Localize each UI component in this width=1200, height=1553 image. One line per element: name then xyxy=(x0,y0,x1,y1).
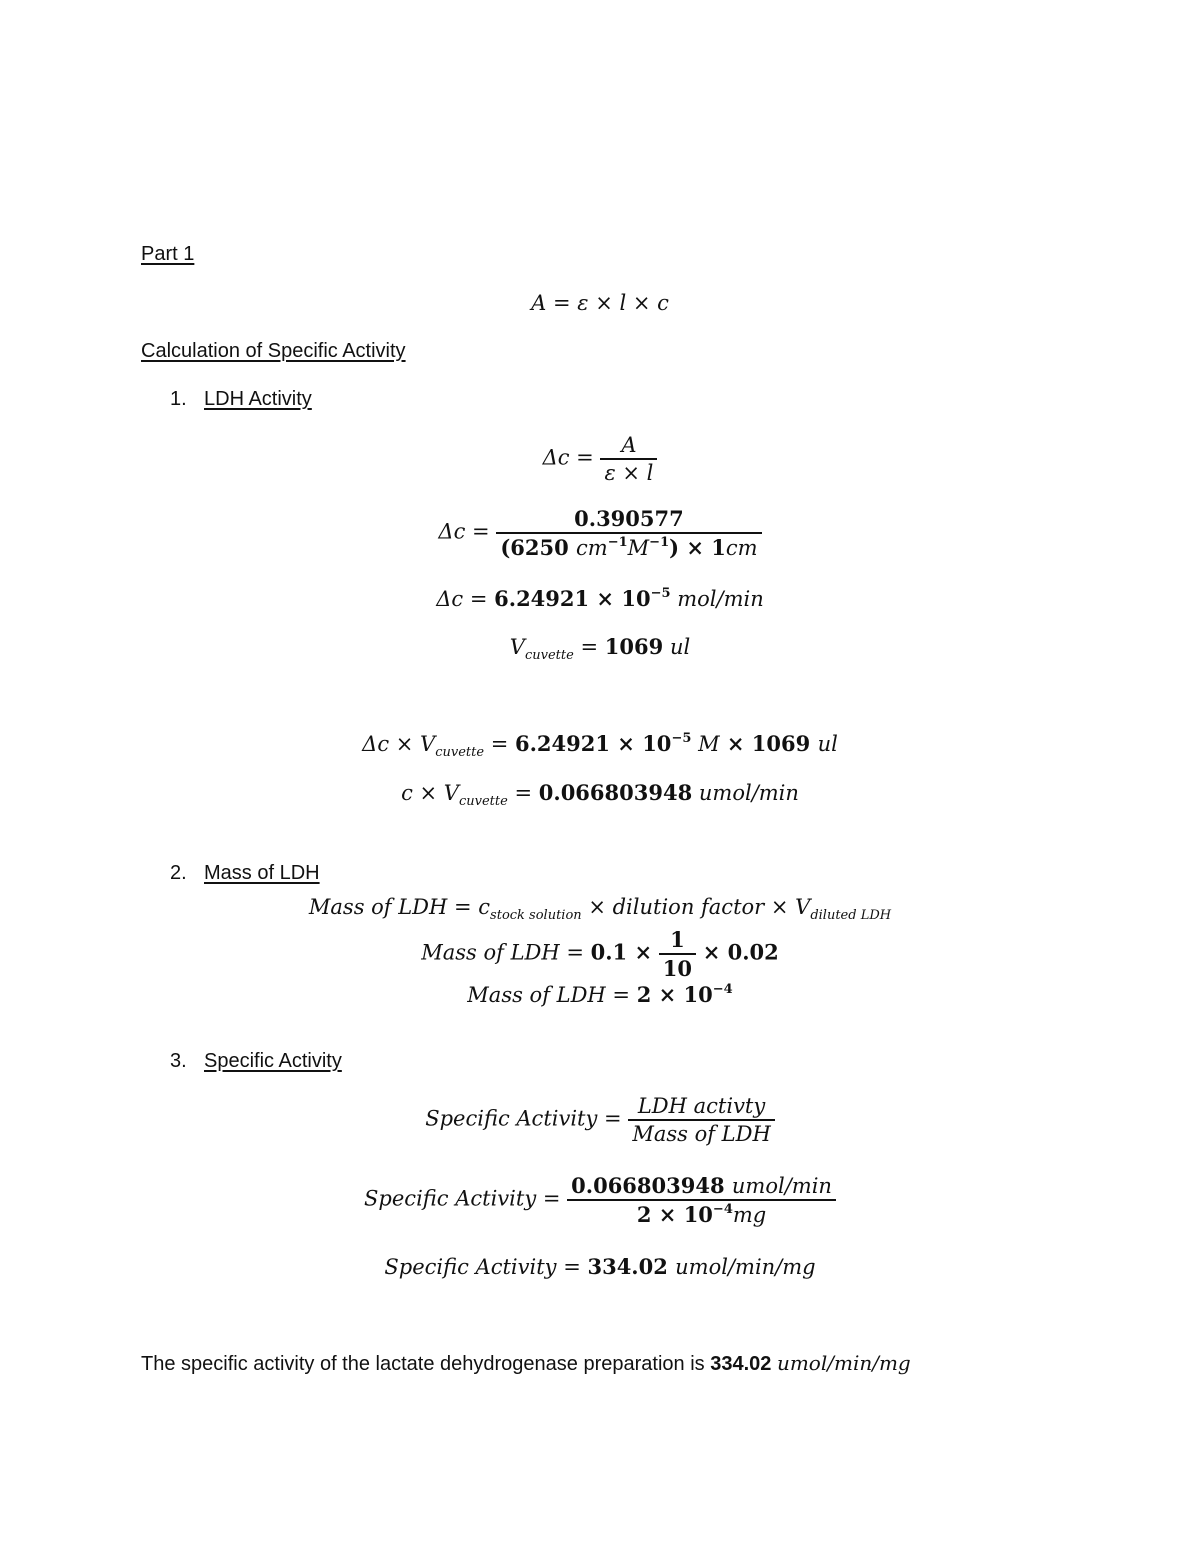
conclusion: The specific activity of the lactate dehydrogenase preparation is 334.02 umol/min/mg xyxy=(141,1351,911,1375)
fraction: $\frac{1}{10}$ xyxy=(659,926,696,982)
beer-lambert-equation: A = ε × l × c xyxy=(531,291,669,315)
item-mass-of-ldh: 2. Mass of LDH xyxy=(170,862,320,884)
specific-activity-substitution: Specific Activity = $\frac{\text{0.066803948 umol/min}}{2 \times 10^{-4}mg}$ xyxy=(0,1172,1200,1228)
mass-result: Mass of LDH = $2 \times 10^{-4}$ xyxy=(467,982,733,1007)
delta-c-formula: Δc = $\frac{A}{\varepsilon \times l}$ xyxy=(0,432,1200,486)
cuvette-volume: $V_{cuvette} = 1069$ ul xyxy=(509,634,691,663)
fraction: $\frac{0.390577}{(6250 cm^{-1}M^{-1}) \times 1cm}$ xyxy=(496,505,761,561)
fraction: $\frac{A}{\varepsilon \times l}$ xyxy=(600,432,657,486)
activity-result: $c \times V_{cuvette} = 0.066803948$ umol/min xyxy=(401,780,799,809)
mass-formula: Mass of LDH = $c_{stock solution}$ × dilution factor × $V_{diluted LDH}$ xyxy=(308,895,892,923)
fraction: $\frac{\text{LDH activty}}{\text{Mass of LDH}}$ xyxy=(628,1093,774,1147)
mass-substitution: Mass of LDH = 0.1 × $\frac{1}{10}$ × 0.02 xyxy=(421,927,779,981)
delta-c-result: $\Delta c = 6.24921 \times 10^{-5}$ mol/min xyxy=(436,586,764,611)
delta-c-substitution: Δc = $\frac{0.390577}{(6250 cm^{-1}M^{-1}) \times 1cm}$ xyxy=(0,505,1200,561)
specific-activity-formula: Specific Activity = $\frac{\text{LDH activty}}{\text{Mass of LDH}}$ xyxy=(0,1093,1200,1147)
part-heading: Part 1 xyxy=(141,243,195,265)
fraction: $\frac{\text{0.066803948 umol/min}}{2 \times 10^{-4}mg}$ xyxy=(567,1172,836,1228)
item-ldh-activity: 1. LDH Activity xyxy=(170,388,312,410)
section-heading: Calculation of Specific Activity xyxy=(141,340,406,362)
item-specific-activity: 3. Specific Activity xyxy=(170,1050,342,1072)
specific-activity-result: Specific Activity = 334.02 umol/min/mg xyxy=(384,1254,816,1279)
activity-product: $\Delta c \times V_{cuvette} = 6.24921 \times 10^{-5}$ M × 1069 ul xyxy=(362,731,838,760)
